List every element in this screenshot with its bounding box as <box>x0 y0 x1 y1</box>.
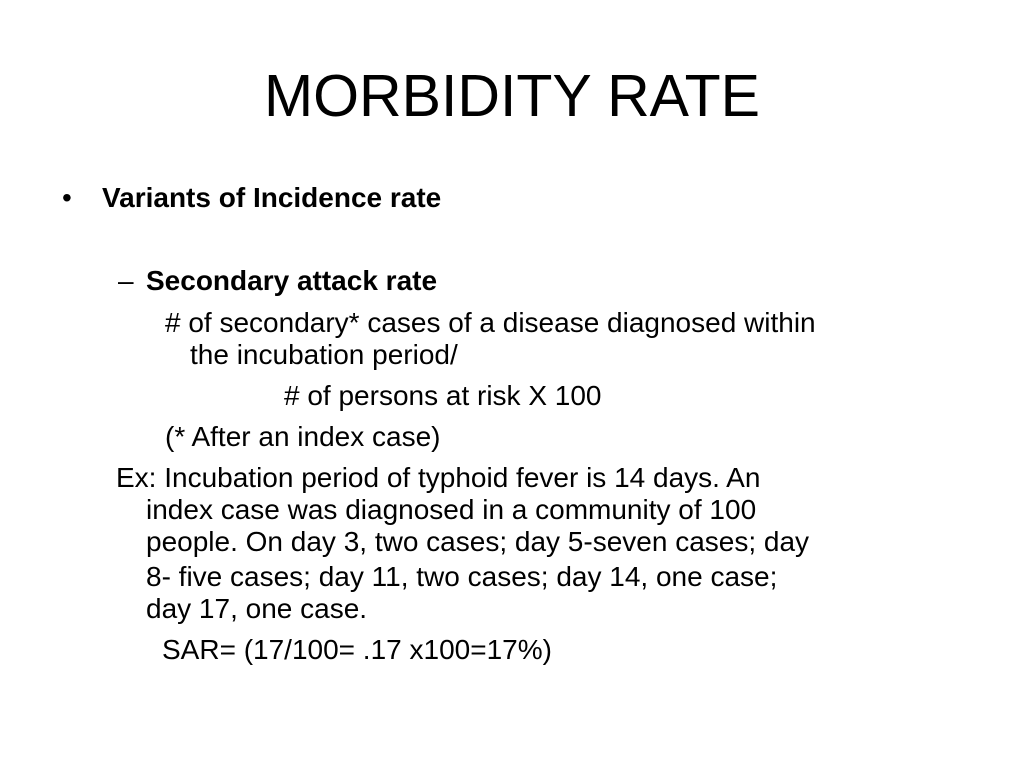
bullet-marker: • <box>62 182 72 213</box>
example-line5: day 17, one case. <box>146 593 368 624</box>
formula-numerator-line1: # of secondary* cases of a disease diagnosed within <box>165 307 816 338</box>
subbullet-text: Secondary attack rate <box>146 265 438 296</box>
bullet-text: Variants of Incidence rate <box>102 182 442 213</box>
formula-note: (* After an index case) <box>165 421 441 452</box>
subbullet-marker: – <box>118 265 134 296</box>
slide-title: MORBIDITY RATE <box>263 63 761 129</box>
example-result: SAR= (17/100= .17 x100=17%) <box>162 634 552 665</box>
example-line1: Ex: Incubation period of typhoid fever is 14 days. An <box>116 462 761 493</box>
example-line4: 8- five cases; day 11, two cases; day 14, one case; <box>146 561 778 592</box>
formula-denominator: # of persons at risk X 100 <box>284 380 602 411</box>
example-line3: people. On day 3, two cases; day 5-seven cases; day <box>146 526 810 557</box>
example-line2: index case was diagnosed in a community of 100 <box>146 494 757 525</box>
formula-numerator-line2: the incubation period/ <box>190 339 458 370</box>
